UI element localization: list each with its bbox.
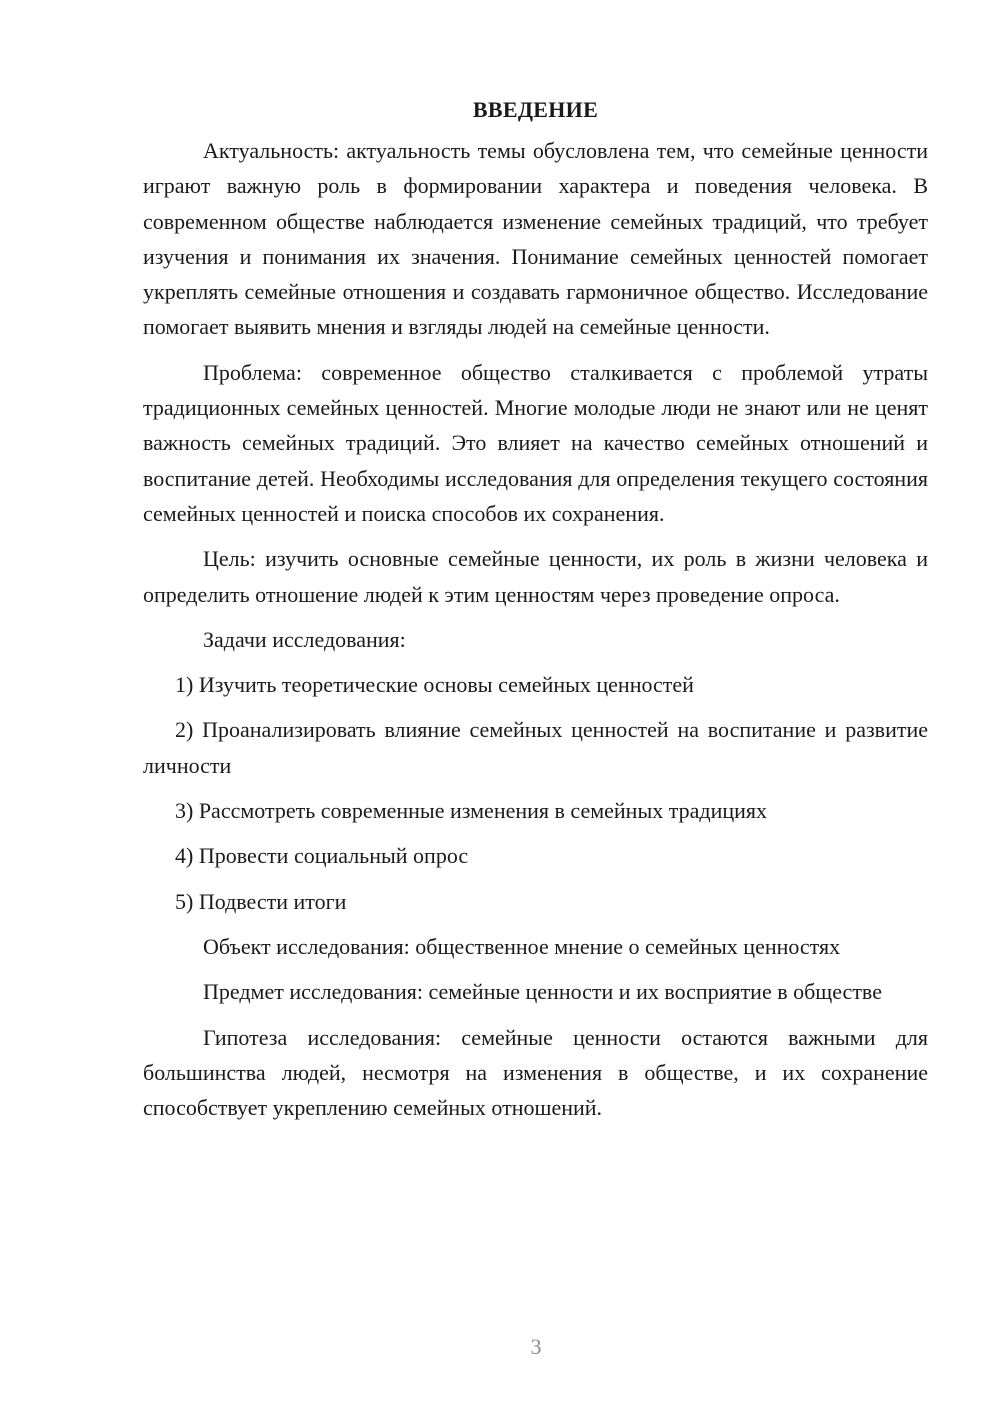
goal-paragraph: Цель: изучить основные семейные ценности, их роль в жизни человека и определить отношение людей к этим ценностям через проведение опроса. — [143, 546, 928, 607]
page-number: 3 — [530, 1334, 542, 1359]
relevance-paragraph: Актуальность: актуальность темы обусловлена тем, что семейные ценности играют важную роль в формировании характера и поведения человека. В современном обществе наблюдается изменение семейных традиций, что требует изучения и понимания их значения. Понимание семейных ценностей помогает укреплять семейные отношения и создавать гармоничное общество. Исследование помогает выявить мнения и взгляды людей на семейные ценности. — [143, 138, 928, 340]
task-item-1: 1) Изучить теоретические основы семейных ценностей — [175, 672, 694, 698]
subject-paragraph: Предмет исследования: семейные ценности и их восприятие в обществе — [203, 979, 882, 1005]
task-item-5: 5) Подвести итоги — [175, 888, 347, 914]
document-page — [143, 92, 928, 1135]
problem-paragraph: Проблема: современное общество сталкивается с проблемой утраты традиционных семейных ценностей. Многие молодые люди не знают или не ценят важность семейных традиций. Это влияет на качество семейных отношений и воспитание детей. Необходимы исследования для определения текущего состояния семейных ценностей и поиска способов их сохранения. — [143, 359, 928, 526]
task-item-3: 3) Рассмотреть современные изменения в семейных традициях — [175, 798, 768, 824]
task-item-2: 2) Проанализировать влияние семейных ценностей на воспитание и развитие личности — [143, 717, 928, 778]
page-title: ВВЕДЕНИЕ — [472, 97, 599, 122]
tasks-heading: Задачи исследования: — [203, 626, 406, 652]
task-item-4: 4) Провести социальный опрос — [175, 843, 469, 869]
hypothesis-paragraph: Гипотеза исследования: семейные ценности остаются важными для большинства людей, несмотря на изменения в обществе, и их сохранение способствует укреплению семейных отношений. — [143, 1024, 928, 1121]
object-paragraph: Объект исследования: общественное мнение о семейных ценностях — [203, 933, 841, 959]
